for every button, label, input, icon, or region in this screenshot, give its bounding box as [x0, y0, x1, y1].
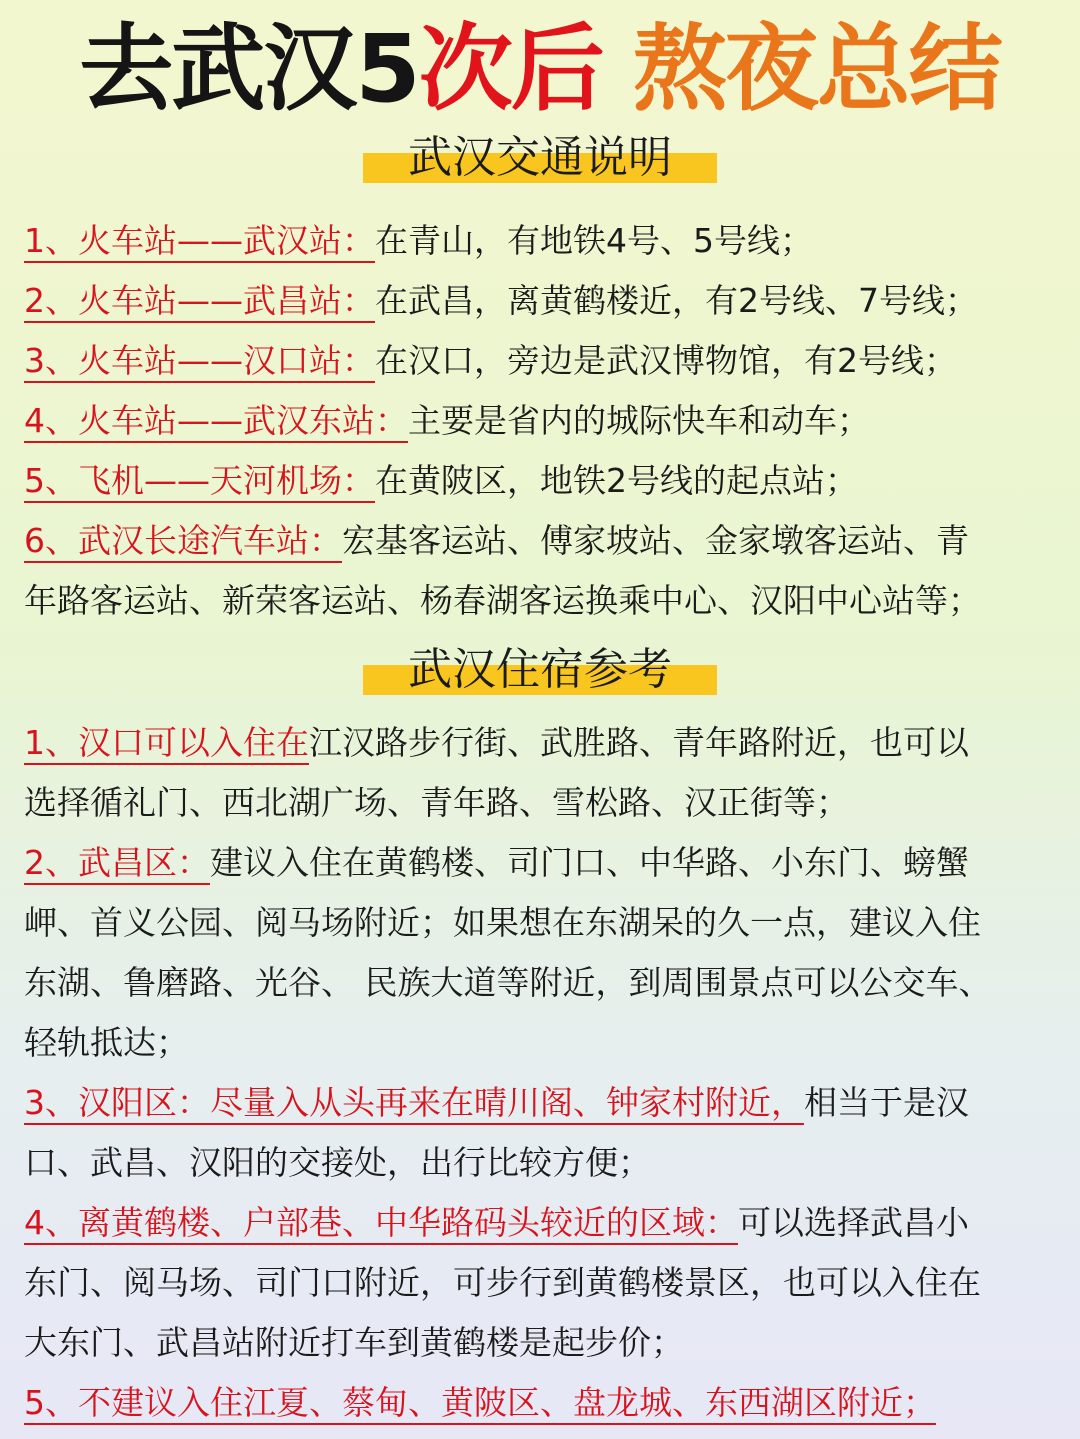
lodging-item — [24, 1373, 1064, 1433]
transport-item — [24, 391, 1064, 451]
transport-item-continued — [24, 571, 1064, 631]
transport-item-label: 5、飞机——天河机场： — [24, 461, 375, 503]
lodging-item-text: 口、武昌、汉阳的交接处，出行比较方便； — [24, 1143, 651, 1182]
lodging-item-continued — [24, 953, 1064, 1013]
page-title — [0, 10, 1080, 130]
lodging-item-text: 相当于是汉 — [804, 1083, 969, 1122]
transport-heading — [0, 131, 1080, 185]
transport-item-text: 主要是省内的城际快车和动车； — [408, 401, 870, 440]
lodging-item-continued — [24, 773, 1064, 833]
transport-item-label: 4、火车站——武汉东站： — [24, 401, 408, 443]
lodging-item-label: 2、武昌区： — [24, 843, 210, 885]
lodging-item — [24, 1193, 1064, 1253]
lodging-item-text: 东湖、鲁磨路、光谷、 民族大道等附近，到周围景点可以公交车、 — [24, 963, 992, 1002]
lodging-item-text: 可以选择武昌小 — [738, 1203, 969, 1242]
lodging-item-text: 江汉路步行街、武胜路、青年路附近，也可以 — [309, 723, 969, 762]
lodging-item-continued — [24, 893, 1064, 953]
transport-item — [24, 451, 1064, 511]
transport-item-text: 在黄陂区，地铁2号线的起点站； — [375, 461, 858, 500]
title-part1: 去武汉5 — [79, 15, 419, 124]
transport-item — [24, 331, 1064, 391]
transport-item-text: 宏基客运站、傅家坡站、金家墩客运站、青 — [342, 521, 969, 560]
lodging-item — [24, 1073, 1064, 1133]
transport-item — [24, 271, 1064, 331]
lodging-item — [24, 833, 1064, 893]
lodging-heading-text: 武汉住宿参考 — [408, 644, 672, 695]
title-part2: 次后 — [418, 15, 603, 124]
transport-item-label: 1、火车站——武汉站： — [24, 221, 375, 263]
transport-item-text: 在汉口，旁边是武汉博物馆，有2号线； — [375, 341, 957, 380]
lodging-item-text: 轻轨抵达； — [24, 1023, 189, 1062]
lodging-item-label: 1、汉口可以入住在 — [24, 723, 309, 765]
lodging-item-label: 3、汉阳区：尽量入从头再来在晴川阁、钟家村附近， — [24, 1083, 804, 1125]
transport-item-text: 年路客运站、新荣客运站、杨春湖客运换乘中心、汉阳中心站等； — [24, 581, 981, 620]
lodging-item-continued — [24, 1013, 1064, 1073]
lodging-item-continued — [24, 1253, 1064, 1313]
lodging-item-label: 4、离黄鹤楼、户部巷、中华路码头较近的区域： — [24, 1203, 738, 1245]
lodging-item-continued — [24, 1313, 1064, 1373]
transport-item-label: 3、火车站——汉口站： — [24, 341, 375, 383]
transport-item-label: 6、武汉长途汽车站： — [24, 521, 342, 563]
transport-item — [24, 211, 1064, 271]
transport-item-text: 在青山，有地铁4号、5号线； — [375, 221, 813, 260]
lodging-item-continued — [24, 1133, 1064, 1193]
transport-item — [24, 511, 1064, 571]
transport-heading-text: 武汉交通说明 — [408, 132, 672, 183]
lodging-item — [24, 713, 1064, 773]
lodging-item-text: 建议入住在黄鹤楼、司门口、中华路、小东门、螃蟹 — [210, 843, 969, 882]
lodging-item-label: 5、不建议入住江夏、蔡甸、黄陂区、盘龙城、东西湖区附近； — [24, 1383, 936, 1425]
transport-item-text: 在武昌，离黄鹤楼近，有2号线、7号线； — [375, 281, 978, 320]
lodging-item-text: 选择循礼门、西北湖广场、青年路、雪松路、汉正街等； — [24, 783, 849, 822]
lodging-item-text: 东门、阅马场、司门口附近，可步行到黄鹤楼景区，也可以入住在 — [24, 1263, 981, 1302]
lodging-item-text: 大东门、武昌站附近打车到黄鹤楼是起步价； — [24, 1323, 684, 1362]
lodging-heading — [0, 643, 1080, 697]
transport-item-label: 2、火车站——武昌站： — [24, 281, 375, 323]
title-part3: 熬夜总结 — [632, 15, 1001, 124]
lodging-item-text: 岬、首义公园、阅马场附近；如果想在东湖呆的久一点，建议入住 — [24, 903, 981, 942]
